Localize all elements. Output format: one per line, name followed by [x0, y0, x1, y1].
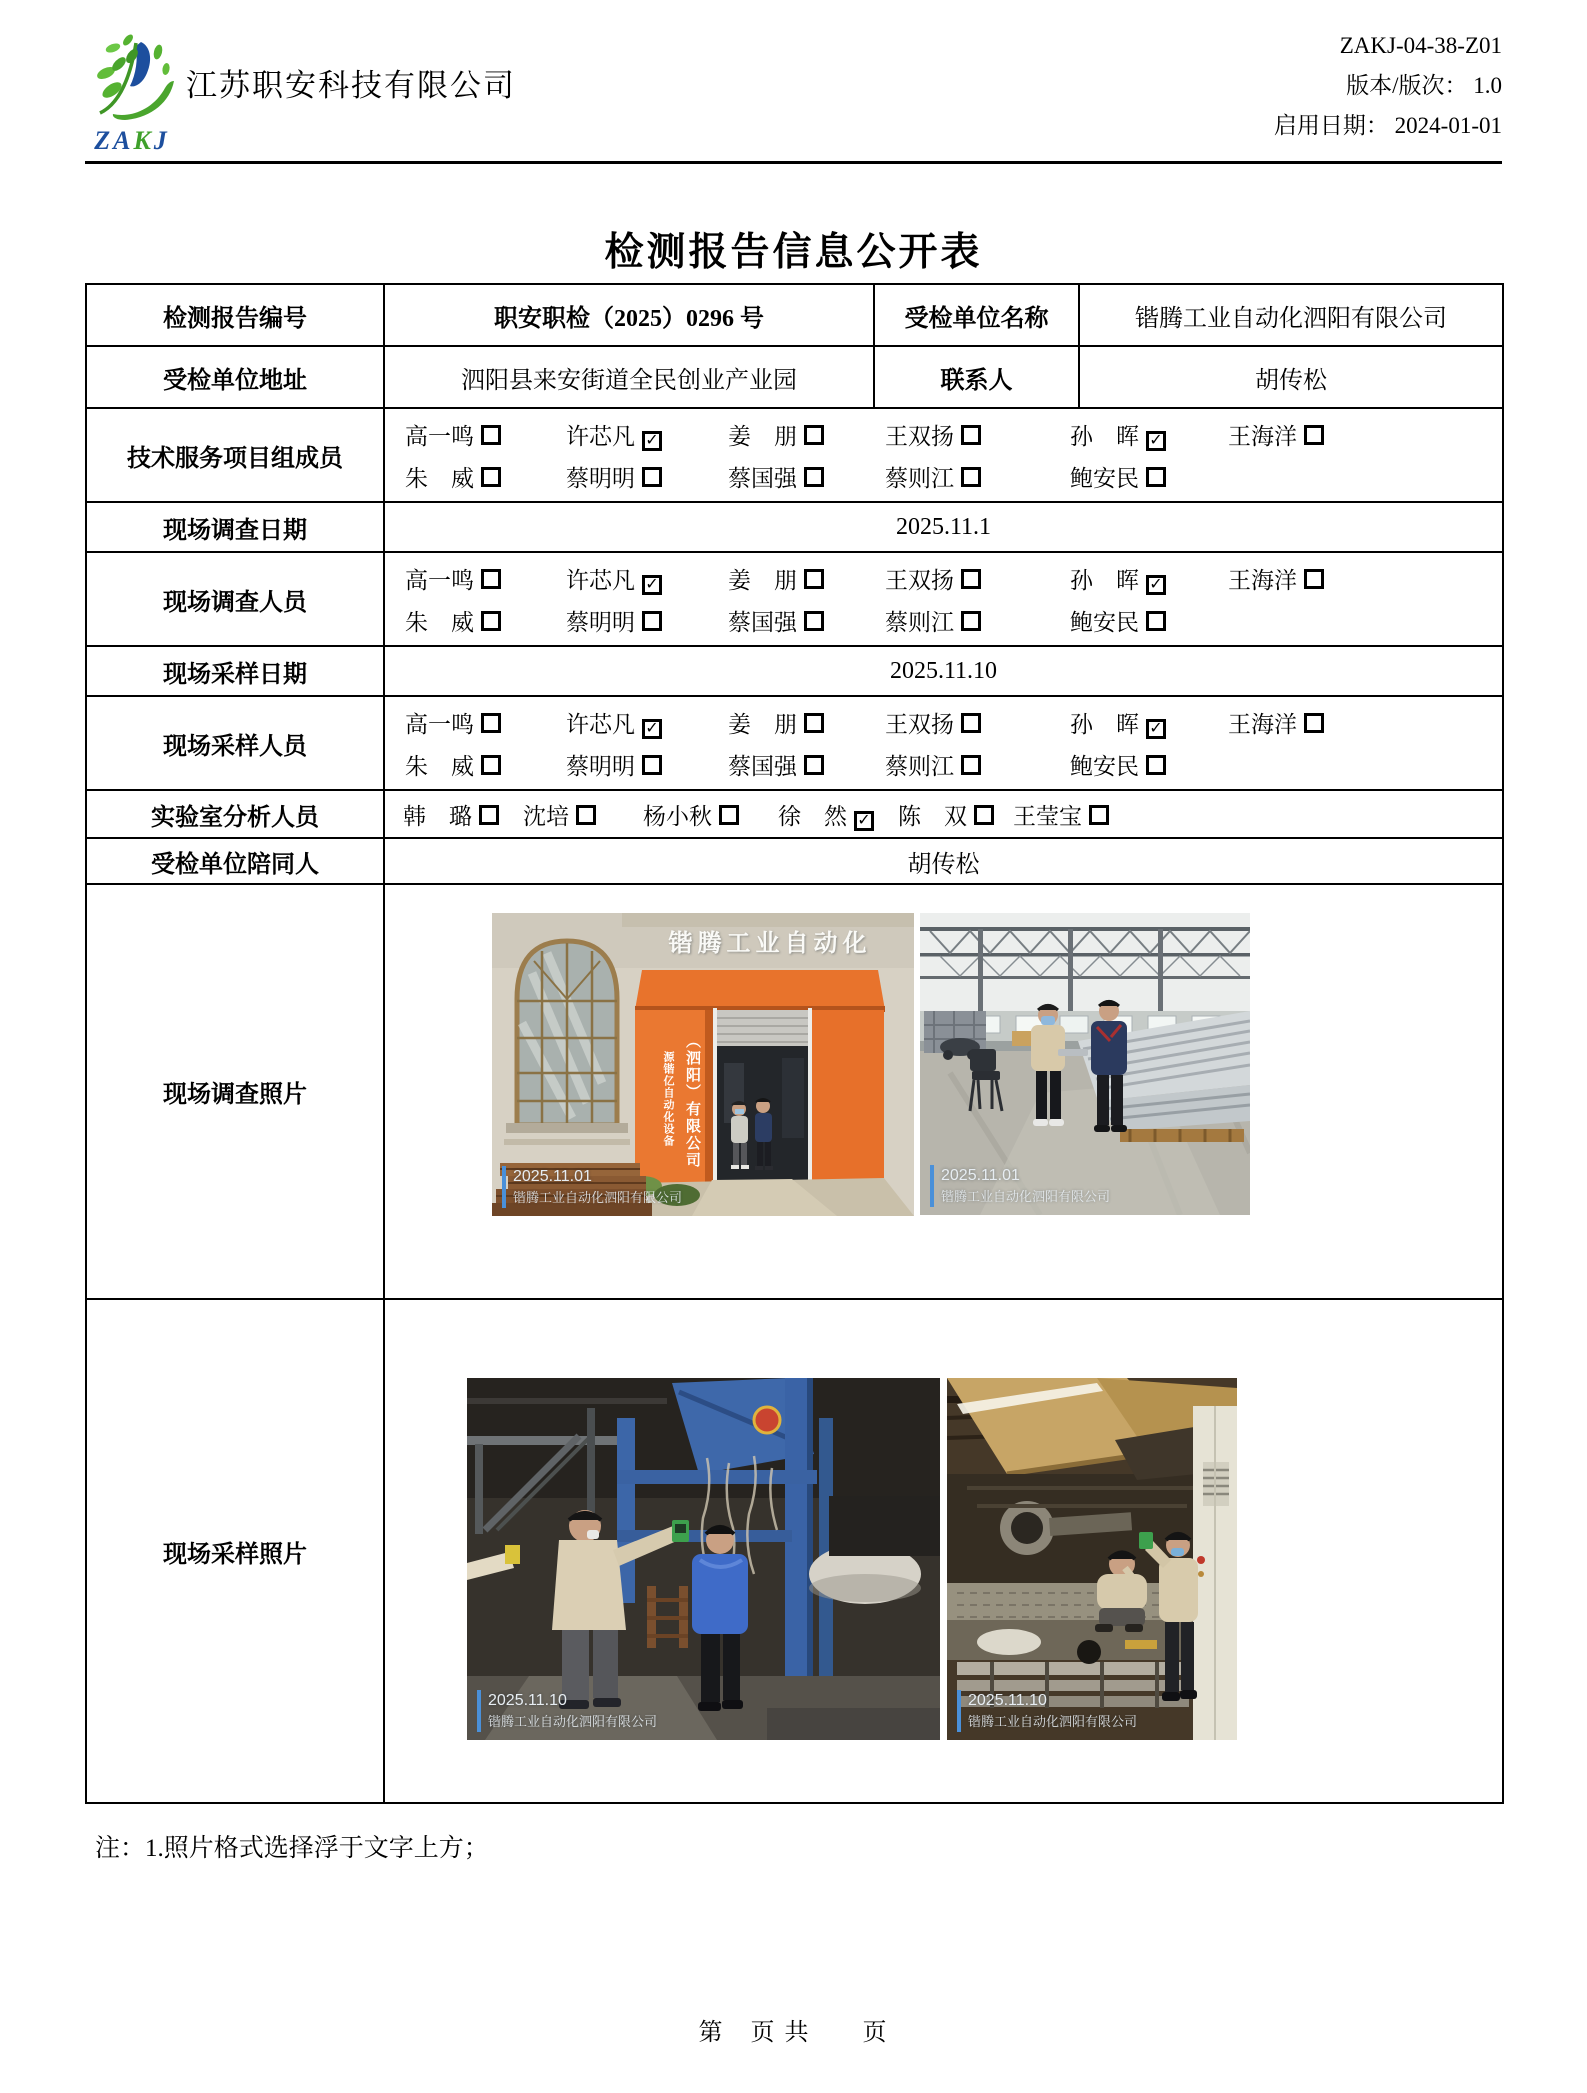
- staff-name: 王海洋: [1228, 568, 1297, 593]
- checkbox-checked-icon[interactable]: ✓: [1146, 431, 1166, 451]
- document-code: ZAKJ-04-38-Z01: [1339, 33, 1502, 58]
- table-row: [86, 696, 1503, 790]
- staff-name: 蔡则江: [885, 466, 954, 491]
- watermark-company: 锴腾工业自动化泗阳有限公司: [968, 1714, 1138, 1729]
- checkbox-unchecked-icon[interactable]: [642, 467, 662, 487]
- survey-photo-building: [492, 913, 914, 1216]
- staff-item: [728, 604, 885, 637]
- survey-staff: [385, 553, 1502, 645]
- staff-item: [405, 604, 566, 637]
- checkbox-unchecked-icon[interactable]: [974, 805, 994, 825]
- table-row: [86, 502, 1503, 552]
- staff-name: 鲍安民: [1070, 610, 1139, 635]
- document-info-block: [1274, 26, 1502, 146]
- staff-name: 朱 威: [405, 610, 474, 635]
- checkbox-unchecked-icon[interactable]: [481, 569, 501, 589]
- staff-name: 孙 晖: [1070, 568, 1139, 593]
- sampling-staff-label: 现场采样人员: [86, 696, 384, 790]
- checkbox-unchecked-icon[interactable]: [1146, 467, 1166, 487]
- checkbox-unchecked-icon[interactable]: [479, 805, 499, 825]
- table-row: [86, 838, 1503, 884]
- report-no-label: 检测报告编号: [86, 284, 384, 346]
- staff-item: [885, 604, 1070, 637]
- staff-name: 姜 朋: [728, 712, 797, 737]
- checkbox-unchecked-icon[interactable]: [481, 467, 501, 487]
- sampling-photo-machine: [467, 1378, 940, 1740]
- checkbox-checked-icon[interactable]: ✓: [642, 575, 662, 595]
- photo-watermark: [930, 1165, 1110, 1207]
- staff-item: [1070, 604, 1228, 637]
- staff-name: 蔡则江: [885, 754, 954, 779]
- company-name: 江苏职安科技有限公司: [186, 68, 516, 103]
- watermark-bar: [502, 1166, 506, 1208]
- survey-date-label: 现场调查日期: [86, 502, 384, 552]
- staff-name: 韩 璐: [403, 803, 472, 829]
- name-line: [405, 706, 1500, 739]
- staff-item: [898, 798, 1013, 831]
- staff-item: [405, 418, 566, 451]
- checkbox-unchecked-icon[interactable]: [961, 569, 981, 589]
- survey-photo-label: 现场调查照片: [86, 884, 384, 1299]
- pillar-text-main: （泗阳）有限公司: [684, 1033, 700, 1169]
- survey-staff-cell: [384, 552, 1503, 646]
- staff-item: [778, 798, 898, 831]
- unit-name-label: 受检单位名称: [874, 284, 1079, 346]
- staff-name: 蔡国强: [728, 466, 797, 491]
- sampling-date-value: 2025.11.10: [384, 646, 1503, 696]
- table-row: [86, 884, 1503, 1299]
- staff-item: [728, 460, 885, 493]
- staff-name: 王海洋: [1228, 712, 1297, 737]
- staff-item: [1228, 562, 1324, 595]
- table-row: [86, 790, 1503, 838]
- staff-item: [566, 562, 728, 595]
- staff-name: 蔡明明: [566, 466, 635, 491]
- unit-name-value: 锴腾工业自动化泗阳有限公司: [1079, 284, 1503, 346]
- staff-name: 蔡国强: [728, 754, 797, 779]
- sampling-date-label: 现场采样日期: [86, 646, 384, 696]
- staff-item: [566, 706, 728, 739]
- table-row: [86, 552, 1503, 646]
- staff-item: [405, 562, 566, 595]
- lab-staff-label: 实验室分析人员: [86, 790, 384, 838]
- staff-item: [1228, 418, 1324, 451]
- name-line: [405, 604, 1500, 637]
- staff-name: 王双扬: [885, 712, 954, 737]
- team-label: 技术服务项目组成员: [86, 408, 384, 502]
- staff-name: 姜 朋: [728, 424, 797, 449]
- staff-item: [1013, 798, 1109, 831]
- checkbox-unchecked-icon[interactable]: [1146, 611, 1166, 631]
- report-info-table: [85, 283, 1504, 1804]
- staff-name: 许芯凡: [566, 712, 635, 737]
- watermark-company: 锴腾工业自动化泗阳有限公司: [941, 1189, 1111, 1204]
- staff-item: [1228, 706, 1324, 739]
- staff-name: 高一鸣: [405, 712, 474, 737]
- staff-item: [643, 798, 778, 831]
- staff-item: [523, 798, 643, 831]
- checkbox-unchecked-icon[interactable]: [961, 713, 981, 733]
- staff-item: [728, 418, 885, 451]
- staff-item: [566, 418, 728, 451]
- header-divider: [85, 161, 1502, 164]
- checkbox-unchecked-icon[interactable]: [719, 805, 739, 825]
- page-footer: 第 页 共 页: [698, 2020, 889, 2046]
- table-row: [86, 1299, 1503, 1803]
- staff-item: [405, 460, 566, 493]
- staff-item: [1070, 562, 1228, 595]
- staff-name: 王双扬: [885, 568, 954, 593]
- checkbox-unchecked-icon[interactable]: [481, 425, 501, 445]
- report-no-value: 职安职检（2025）0296 号: [384, 284, 874, 346]
- lab-staff: [385, 798, 1502, 831]
- checkbox-unchecked-icon[interactable]: [804, 755, 824, 775]
- checkbox-unchecked-icon[interactable]: [1304, 713, 1324, 733]
- staff-name: 高一鸣: [405, 424, 474, 449]
- checkbox-checked-icon[interactable]: ✓: [642, 719, 662, 739]
- staff-name: 蔡明明: [566, 610, 635, 635]
- table-row: [86, 284, 1503, 346]
- photo-watermark: [502, 1166, 682, 1208]
- logo-text: ZAKJ: [94, 126, 170, 155]
- staff-item: [1070, 418, 1228, 451]
- staff-item: [405, 706, 566, 739]
- name-line: [405, 562, 1500, 595]
- watermark-date: 2025.11.10: [968, 1692, 1047, 1709]
- checkbox-unchecked-icon[interactable]: [1146, 755, 1166, 775]
- staff-item: [566, 460, 728, 493]
- staff-item: [728, 562, 885, 595]
- checkbox-unchecked-icon[interactable]: [1304, 569, 1324, 589]
- staff-name: 徐 然: [778, 803, 847, 829]
- checkbox-checked-icon[interactable]: ✓: [1146, 575, 1166, 595]
- sampling-staff: [385, 697, 1502, 789]
- checkbox-unchecked-icon[interactable]: [1089, 805, 1109, 825]
- team-members-cell: [384, 408, 1503, 502]
- staff-name: 孙 晖: [1070, 424, 1139, 449]
- checkbox-checked-icon[interactable]: ✓: [1146, 719, 1166, 739]
- watermark-bar: [477, 1690, 481, 1732]
- checkbox-unchecked-icon[interactable]: [481, 713, 501, 733]
- watermark-bar: [930, 1165, 934, 1207]
- company-logo-icon: [85, 26, 177, 126]
- staff-name: 陈 双: [898, 803, 967, 829]
- checkbox-unchecked-icon[interactable]: [642, 611, 662, 631]
- checkbox-unchecked-icon[interactable]: [804, 569, 824, 589]
- unit-addr-label: 受检单位地址: [86, 346, 384, 408]
- staff-name: 蔡国强: [728, 610, 797, 635]
- pillar-text-sub: 源锴亿自动化设备: [662, 1051, 674, 1147]
- checkbox-unchecked-icon[interactable]: [804, 425, 824, 445]
- watermark-bar: [957, 1690, 961, 1732]
- staff-item: [566, 748, 728, 781]
- staff-item: [403, 798, 523, 831]
- survey-date-value: 2025.11.1: [384, 502, 1503, 552]
- staff-item: [885, 562, 1070, 595]
- checkbox-unchecked-icon[interactable]: [642, 755, 662, 775]
- accompany-label: 受检单位陪同人: [86, 838, 384, 884]
- sampling-photo-equipment: [947, 1378, 1237, 1740]
- contact-label: 联系人: [874, 346, 1079, 408]
- staff-item: [885, 706, 1070, 739]
- staff-name: 蔡则江: [885, 610, 954, 635]
- accompany-value: 胡传松: [384, 838, 1503, 884]
- staff-name: 鲍安民: [1070, 754, 1139, 779]
- staff-name: 蔡明明: [566, 754, 635, 779]
- staff-name: 朱 威: [405, 754, 474, 779]
- checkbox-unchecked-icon[interactable]: [576, 805, 596, 825]
- staff-item: [405, 748, 566, 781]
- staff-name: 许芯凡: [566, 568, 635, 593]
- page-title: 检测报告信息公开表: [604, 231, 983, 274]
- checkbox-unchecked-icon[interactable]: [1304, 425, 1324, 445]
- photo-watermark: [477, 1690, 657, 1732]
- staff-item: [1070, 706, 1228, 739]
- table-row: [86, 646, 1503, 696]
- sampling-staff-cell: [384, 696, 1503, 790]
- checkbox-unchecked-icon[interactable]: [961, 611, 981, 631]
- staff-name: 高一鸣: [405, 568, 474, 593]
- building-sign-text: 锴腾工业自动化: [668, 931, 872, 957]
- name-line: [405, 460, 1500, 493]
- staff-item: [885, 460, 1070, 493]
- team-members: [385, 409, 1502, 501]
- survey-staff-label: 现场调查人员: [86, 552, 384, 646]
- staff-name: 杨小秋: [643, 803, 712, 829]
- sampling-photo-label: 现场采样照片: [86, 1299, 384, 1803]
- table-row: [86, 408, 1503, 502]
- staff-name: 王双扬: [885, 424, 954, 449]
- staff-name: 王海洋: [1228, 424, 1297, 449]
- checkbox-unchecked-icon[interactable]: [804, 611, 824, 631]
- staff-item: [885, 418, 1070, 451]
- checkbox-unchecked-icon[interactable]: [961, 755, 981, 775]
- staff-item: [1070, 748, 1228, 781]
- contact-value: 胡传松: [1079, 346, 1503, 408]
- staff-item: [728, 748, 885, 781]
- staff-name: 孙 晖: [1070, 712, 1139, 737]
- checkbox-unchecked-icon[interactable]: [481, 755, 501, 775]
- watermark-company: 锴腾工业自动化泗阳有限公司: [488, 1714, 658, 1729]
- staff-item: [728, 706, 885, 739]
- checkbox-unchecked-icon[interactable]: [961, 467, 981, 487]
- staff-item: [566, 604, 728, 637]
- document-version: 版本/版次： 1.0: [1346, 73, 1502, 98]
- document-enable-date: 启用日期： 2024-01-01: [1273, 113, 1502, 138]
- watermark-date: 2025.11.01: [513, 1168, 592, 1185]
- staff-name: 鲍安民: [1070, 466, 1139, 491]
- staff-name: 朱 威: [405, 466, 474, 491]
- survey-photo-workshop: [920, 913, 1250, 1215]
- checkbox-checked-icon[interactable]: ✓: [854, 811, 874, 831]
- photo-watermark: [957, 1690, 1137, 1732]
- checkbox-unchecked-icon[interactable]: [804, 467, 824, 487]
- lab-staff-cell: [384, 790, 1503, 838]
- unit-addr-value: 泗阳县来安街道全民创业产业园: [384, 346, 874, 408]
- name-line: [405, 418, 1500, 451]
- watermark-date: 2025.11.10: [488, 1692, 567, 1709]
- checkbox-unchecked-icon[interactable]: [804, 713, 824, 733]
- note-text: 注：1.照片格式选择浮于文字上方；: [95, 1835, 489, 1862]
- name-line: [405, 748, 1500, 781]
- survey-photo-cell: [384, 884, 1503, 1299]
- checkbox-checked-icon[interactable]: ✓: [642, 431, 662, 451]
- staff-name: 王莹宝: [1013, 803, 1082, 829]
- sampling-photo-cell: [384, 1299, 1503, 1803]
- staff-name: 姜 朋: [728, 568, 797, 593]
- checkbox-unchecked-icon[interactable]: [961, 425, 981, 445]
- staff-name: 许芯凡: [566, 424, 635, 449]
- table-row: [86, 346, 1503, 408]
- checkbox-unchecked-icon[interactable]: [481, 611, 501, 631]
- staff-item: [885, 748, 1070, 781]
- watermark-company: 锴腾工业自动化泗阳有限公司: [513, 1190, 683, 1205]
- watermark-date: 2025.11.01: [941, 1167, 1020, 1184]
- staff-item: [1070, 460, 1228, 493]
- staff-name: 沈培: [523, 803, 569, 829]
